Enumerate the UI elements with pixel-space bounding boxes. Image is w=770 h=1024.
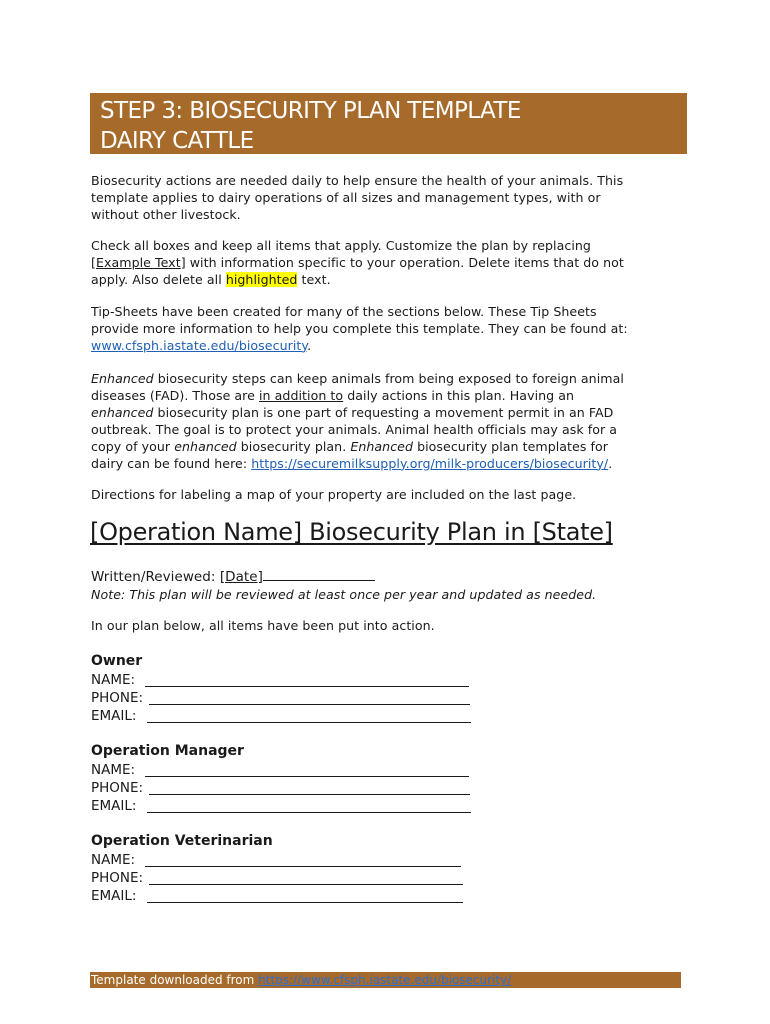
enhanced-text: biosecurity plan. — [236, 438, 351, 454]
securemilksupply-link[interactable]: https://securemilksupply.org/milk-producers/biosecurity/ — [251, 455, 609, 471]
name-line — [145, 866, 461, 867]
plan-title: [Operation Name] Biosecurity Plan in [State] — [90, 518, 613, 546]
email-label: EMAIL: — [91, 888, 137, 904]
phone-line — [149, 794, 470, 795]
owner-email-field[interactable] — [91, 707, 136, 725]
instructions-paragraph — [91, 238, 691, 289]
phone-label: PHONE: — [91, 870, 144, 886]
banner-title-line2: DAIRY CATTLE — [100, 128, 254, 154]
enhanced-line — [91, 388, 691, 405]
email-line — [147, 812, 471, 813]
enhanced-emphasis: enhanced — [91, 404, 154, 420]
cfsph-biosecurity-link[interactable]: www.cfsph.iastate.edu/biosecurity — [91, 337, 308, 353]
name-label: NAME: — [91, 852, 136, 868]
email-line — [147, 902, 463, 903]
name-label: NAME: — [91, 672, 136, 688]
enhanced-line: outbreak. The goal is to protect your animals. Animal health officials may ask for a — [91, 421, 618, 437]
instructions-text: ] with information specific to your operation. Delete items that do not — [180, 254, 624, 270]
enhanced-text: daily actions in this plan. Having an — [343, 387, 575, 403]
enhanced-text: biosecurity steps can keep animals from being exposed to foreign animal — [153, 371, 624, 386]
manager-heading: Operation Manager — [91, 743, 244, 759]
written-reviewed-label: Written/Reviewed: — [91, 569, 220, 585]
enhanced-line — [91, 439, 691, 456]
intro-line: template applies to dairy operations of all sizes and management types, with or — [91, 189, 601, 205]
name-label: NAME: — [91, 762, 136, 778]
title-banner — [90, 93, 687, 154]
enhanced-emphasis: Enhanced — [91, 371, 154, 386]
directions-text: Directions for labeling a map of your property are included on the last page. — [91, 487, 577, 502]
name-line — [145, 776, 469, 777]
banner-title-line1: STEP 3: BIOSECURITY PLAN TEMPLATE — [100, 98, 521, 124]
email-label: EMAIL: — [91, 798, 137, 814]
instructions-line — [91, 272, 691, 289]
tipsheets-paragraph — [91, 304, 691, 355]
enhanced-line — [91, 371, 691, 388]
enhanced-text: diseases (FAD). Those are — [91, 387, 259, 403]
veterinarian-heading: Operation Veterinarian — [91, 833, 273, 849]
enhanced-text: copy of your — [91, 438, 175, 454]
email-label: EMAIL: — [91, 708, 137, 724]
tipsheets-line: provide more information to help you complete this template. They can be found at: — [91, 320, 628, 336]
intro-paragraph — [91, 173, 691, 224]
instructions-text: apply. Also delete all — [91, 271, 226, 287]
tipsheets-line: Tip-Sheets have been created for many of the sections below. These Tip Sheets — [91, 304, 597, 319]
highlighted-word: highlighted — [225, 271, 298, 287]
owner-name-field[interactable] — [91, 671, 135, 689]
instructions-line: Check all boxes and keep all items that apply. Customize the plan by replacing — [91, 238, 591, 253]
enhanced-paragraph — [91, 371, 691, 472]
footer-link[interactable]: https://www.cfsph.iastate.edu/biosecurity/ — [258, 973, 512, 987]
enhanced-line — [91, 405, 691, 422]
in-addition-to-underlined: in addition to — [259, 387, 344, 403]
enhanced-text: dairy can be found here: — [91, 455, 252, 471]
date-placeholder: [Date] — [219, 569, 263, 585]
manager-email-field[interactable] — [91, 797, 136, 815]
enhanced-text: biosecurity plan templates for — [413, 438, 608, 454]
veterinarian-phone-field[interactable] — [91, 869, 143, 887]
in-action-text: In our plan below, all items have been put into action. — [91, 618, 435, 633]
intro-line: Biosecurity actions are needed daily to help ensure the health of your animals. This — [91, 173, 624, 188]
owner-phone-field[interactable] — [91, 689, 143, 707]
phone-label: PHONE: — [91, 690, 144, 706]
enhanced-text: . — [608, 455, 613, 471]
manager-phone-field[interactable] — [91, 779, 143, 797]
phone-label: PHONE: — [91, 780, 144, 796]
footer-text: Template downloaded from — [91, 973, 259, 987]
instructions-line — [91, 255, 691, 272]
veterinarian-email-field[interactable] — [91, 887, 136, 905]
enhanced-emphasis: Enhanced — [350, 438, 414, 454]
email-line — [147, 722, 471, 723]
example-text-placeholder: Example Text — [95, 254, 181, 270]
tipsheets-period: . — [307, 337, 312, 353]
tipsheets-line — [91, 338, 691, 355]
enhanced-text: biosecurity plan is one part of requesting a movement permit in an FAD — [153, 404, 614, 420]
written-reviewed — [91, 568, 691, 603]
bracket-open: [ — [91, 254, 96, 270]
name-line — [145, 686, 469, 687]
phone-line — [149, 884, 463, 885]
footer-bar — [90, 972, 681, 988]
written-reviewed-line — [91, 568, 691, 586]
instructions-text: text. — [297, 271, 331, 287]
owner-heading: Owner — [91, 653, 143, 669]
enhanced-emphasis: enhanced — [174, 438, 237, 454]
phone-line — [149, 704, 470, 705]
intro-line: without other livestock. — [91, 206, 241, 222]
review-note: Note: This plan will be reviewed at least once per year and updated as needed. — [91, 587, 597, 602]
manager-name-field[interactable] — [91, 761, 135, 779]
date-rule — [263, 568, 375, 581]
enhanced-line — [91, 456, 691, 473]
veterinarian-name-field[interactable] — [91, 851, 135, 869]
